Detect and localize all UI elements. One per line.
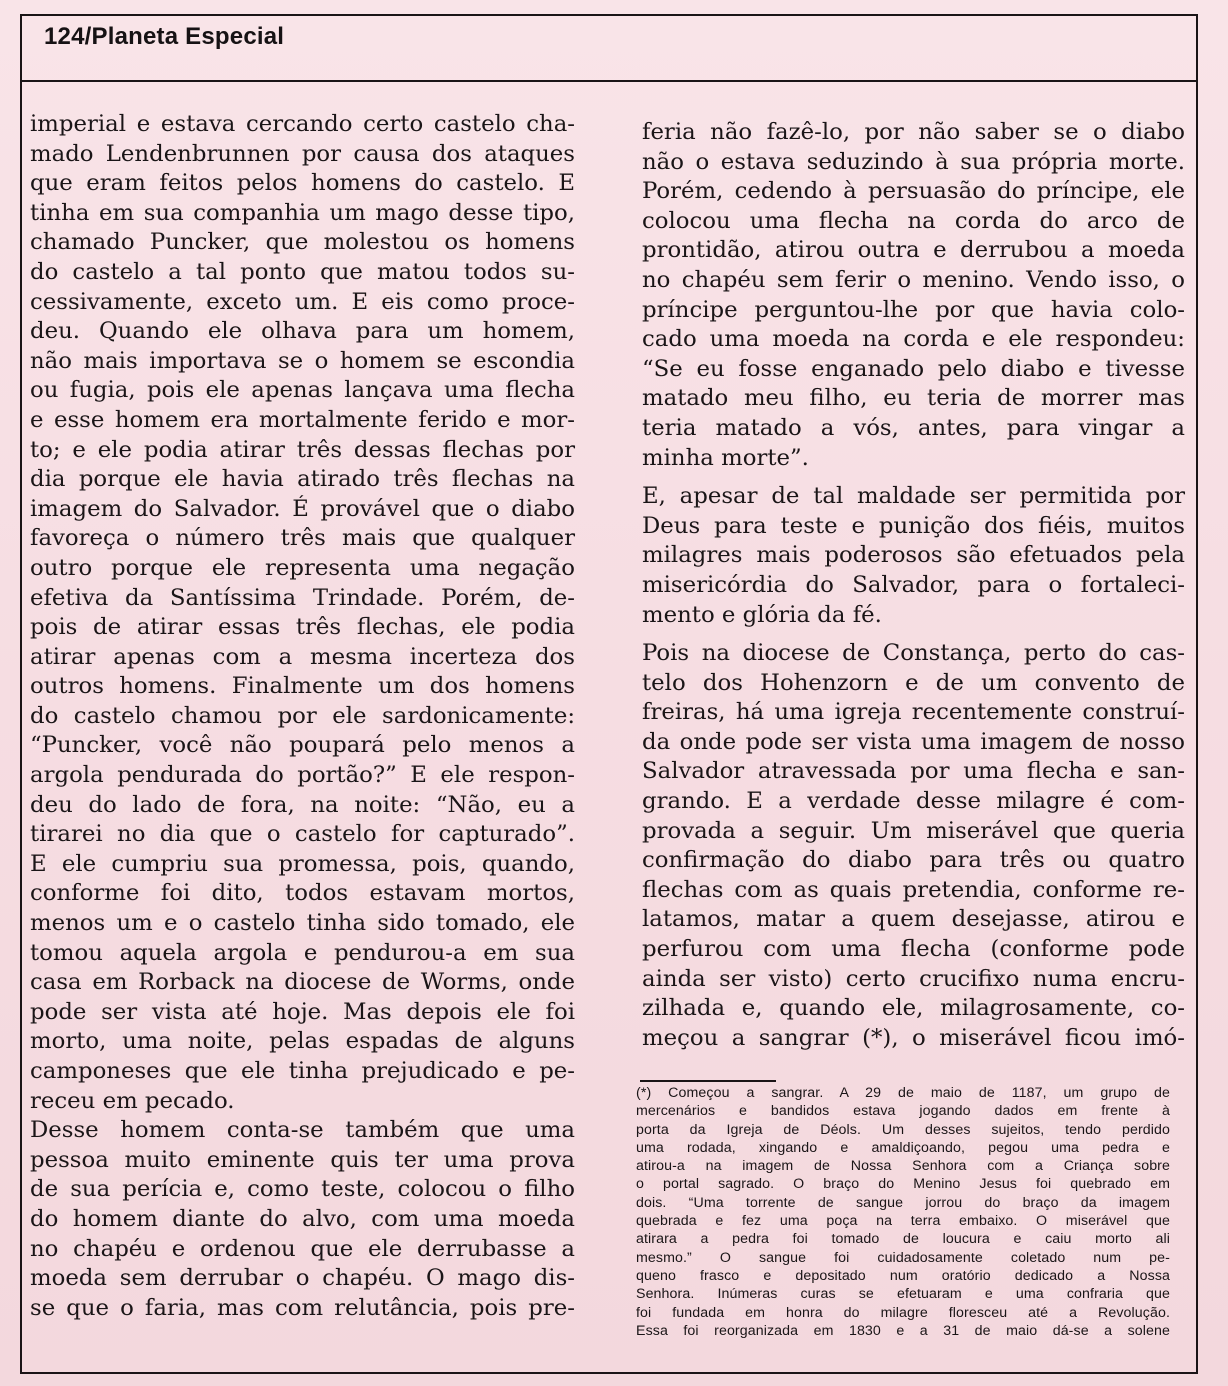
text-line: feria não fazê-lo, por não saber se o diabo <box>642 119 1185 145</box>
text-line: que eram feitos pelos homens do castelo. E <box>30 170 575 197</box>
text-line: Salvador atravessada por uma flecha e san- <box>642 758 1185 785</box>
text-line: grando. E a verdade desse milagre é com- <box>642 788 1185 815</box>
text-line: no chapéu sem ferir o menino. Vendo isso, o <box>642 266 1185 293</box>
footnote-line: atirou-a na imagem de Nossa Senhora com a Criança sobre <box>636 1158 1170 1175</box>
text-line: Pois na diocese de Constança, perto do cas- <box>642 640 1185 667</box>
text-line: imperial e estava cercando certo castelo cha- <box>30 111 575 137</box>
text-line: E ele cumpriu sua promessa, pois, quando, <box>30 850 575 877</box>
left-column <box>30 110 575 1323</box>
text-line: matado meu filho, eu teria de morrer mas <box>642 385 1185 412</box>
footnote-line: porta da Igreja de Déols. Um desses sujeitos, tendo perdido <box>636 1121 1170 1138</box>
text-line: freiras, há uma igreja recentemente construí- <box>642 699 1185 726</box>
text-line: e esse homem era mortalmente ferido e mor- <box>30 406 575 433</box>
footnote-line: quebrada e fez uma poça na terra embaixo. O miserável que <box>636 1213 1170 1230</box>
text-line: não o estava seduzindo à sua própria morte. <box>642 148 1185 175</box>
text-line: latamos, matar a quem desejasse, atirou e <box>642 906 1185 933</box>
text-line: dia porque ele havia atirado três flechas na <box>30 466 575 493</box>
text-line: confirmação do diabo para três ou quatro <box>642 847 1185 874</box>
footnote-rule <box>640 1080 776 1082</box>
text-line: deu. Quando ele olhava para um homem, <box>30 318 575 345</box>
text-line: morto, uma noite, pelas espadas de alguns <box>30 1028 575 1055</box>
right-paragraph-2 <box>642 482 1185 630</box>
text-line: flechas com as quais pretendia, conforme re- <box>642 876 1185 903</box>
text-line: tirarei no dia que o castelo for capturado”. <box>30 821 575 848</box>
text-line: menos um e o castelo tinha sido tomado, ele <box>30 910 575 937</box>
text-line: conforme foi dito, todos estavam mortos, <box>30 880 575 907</box>
text-line: cessivamente, exceto um. E eis como proce- <box>30 288 575 315</box>
text-line: Desse homem conta-se também que uma <box>30 1117 575 1144</box>
text-line: ou fugia, pois ele apenas lançava uma flecha <box>30 377 575 404</box>
text-line: do castelo chamou por ele sardonicamente: <box>30 702 575 729</box>
right-paragraph-3 <box>642 639 1185 1053</box>
text-line: colocou uma flecha na corda do arco de <box>642 207 1185 234</box>
text-line: to; e ele podia atirar três dessas flechas por <box>30 436 575 463</box>
text-line: efetiva da Santíssima Trindade. Porém, de- <box>30 584 575 611</box>
right-paragraph-1 <box>642 118 1185 473</box>
footnote-line: Essa foi reorganizada em 1830 e a 31 de maio dá-se a solene <box>636 1322 1170 1339</box>
text-line: tinha em sua companhia um mago desse tipo, <box>30 199 575 226</box>
footnote-line: atirara a pedra foi tomado de loucura e caiu morto ali <box>636 1231 1170 1248</box>
text-line: E, apesar de tal maldade ser permitida por <box>642 483 1185 510</box>
text-line: prontidão, atirou outra e derrubou a moeda <box>642 237 1185 264</box>
footnote-line: mesmo.” O sangue foi cuidadosamente coletado num pe- <box>636 1249 1170 1266</box>
text-line: Porém, cedendo à persuasão do príncipe, ele <box>642 178 1185 205</box>
text-line: misericórdia do Salvador, para o fortaleci- <box>642 571 1185 598</box>
page-header <box>20 14 1198 82</box>
text-line: telo dos Hohenzorn e de um convento de <box>642 669 1185 696</box>
footnote-line: foi fundada em honra do milagre floresceu até a Revolução. <box>636 1304 1170 1321</box>
text-line: mento e glória da fé. <box>642 601 882 628</box>
text-line: minha morte”. <box>642 444 809 471</box>
text-line: imagem do Salvador. É provável que o diabo <box>30 495 575 522</box>
text-line: mado Lendenbrunnen por causa dos ataques <box>30 140 575 167</box>
text-line: receu em pecado. <box>30 1087 235 1114</box>
running-head: 124/Planeta Especial <box>44 23 285 50</box>
text-line: deu do lado de fora, na noite: “Não, eu a <box>30 791 575 818</box>
text-line: camponeses que ele tinha prejudicado e pe- <box>30 1058 575 1084</box>
footnote-line: Senhora. Inúmeras curas se efetuaram e uma confraria que <box>636 1286 1170 1303</box>
text-line: “Se eu fosse enganado pelo diabo e tivesse <box>642 355 1185 382</box>
text-line: moeda sem derrubar o chapéu. O mago dis- <box>30 1265 575 1292</box>
text-line: provada a seguir. Um miserável que queria <box>642 817 1185 844</box>
text-line: pois de atirar essas três flechas, ele podia <box>30 614 575 641</box>
right-column <box>642 118 1185 1053</box>
footnote <box>636 1084 1170 1340</box>
text-line: perfurou com uma flecha (conforme pode <box>642 936 1185 963</box>
text-line: no chapéu e ordenou que ele derrubasse a <box>30 1235 575 1262</box>
footnote-line: o portal sagrado. O braço do Menino Jesus foi quebrado em <box>636 1176 1170 1193</box>
text-line: meçou a sangrar (*), o miserável ficou imó- <box>642 1024 1185 1051</box>
text-line: da onde pode ser vista uma imagem de nosso <box>642 728 1185 755</box>
footnote-line: mercenários e bandidos estava jogando dados em frente à <box>636 1103 1170 1120</box>
footnote-line: queno frasco e depositado num oratório dedicado a Nossa <box>636 1267 1170 1284</box>
text-line: pessoa muito eminente quis ter uma prova <box>30 1146 575 1173</box>
text-line: “Puncker, você não poupará pelo menos a <box>30 732 575 759</box>
left-paragraph-1 <box>30 110 575 1116</box>
text-line: chamado Puncker, que molestou os homens <box>30 229 575 256</box>
text-line: casa em Rorback na diocese de Worms, onde <box>30 969 575 996</box>
text-line: tomou aquela argola e pendurou-a em sua <box>30 939 575 966</box>
text-line: se que o faria, mas com relutância, pois pre- <box>30 1294 575 1321</box>
text-line: cado uma moeda na corda e ele respondeu: <box>642 326 1185 353</box>
text-line: argola pendurada do portão?” E ele respon- <box>30 762 575 789</box>
text-line: príncipe perguntou-lhe por que havia colo- <box>642 296 1185 323</box>
text-line: milagres mais poderosos são efetuados pela <box>642 542 1185 569</box>
left-paragraph-2 <box>30 1116 575 1323</box>
footnote-line: uma rodada, xingando e amaldiçoando, pegou uma pedra e <box>636 1139 1170 1156</box>
text-line: outros homens. Finalmente um dos homens <box>30 673 575 700</box>
text-line: teria matado a vós, antes, para vingar a <box>642 414 1185 441</box>
text-line: Deus para teste e punição dos fiéis, muitos <box>642 512 1185 539</box>
text-line: outro porque ele representa uma negação <box>30 554 575 581</box>
text-line: zilhada e, quando ele, milagrosamente, co- <box>642 995 1185 1022</box>
text-line: ainda ser visto) certo crucifixo numa encru- <box>642 965 1185 992</box>
text-line: de sua perícia e, como teste, colocou o filho <box>30 1176 575 1203</box>
text-line: pode ser vista até hoje. Mas depois ele foi <box>30 998 575 1025</box>
footnote-line: dois. “Uma torrente de sangue jorrou do braço da imagem <box>636 1194 1170 1211</box>
text-line: não mais importava se o homem se escondia <box>30 347 575 374</box>
text-line: do homem diante do alvo, com uma moeda <box>30 1205 575 1232</box>
footnote-line: (*) Começou a sangrar. A 29 de maio de 1187, um grupo de <box>636 1085 1170 1101</box>
text-line: atirar apenas com a mesma incerteza dos <box>30 643 575 670</box>
text-line: favoreça o número três mais que qualquer <box>30 525 575 552</box>
text-line: do castelo a tal ponto que matou todos su- <box>30 258 575 285</box>
